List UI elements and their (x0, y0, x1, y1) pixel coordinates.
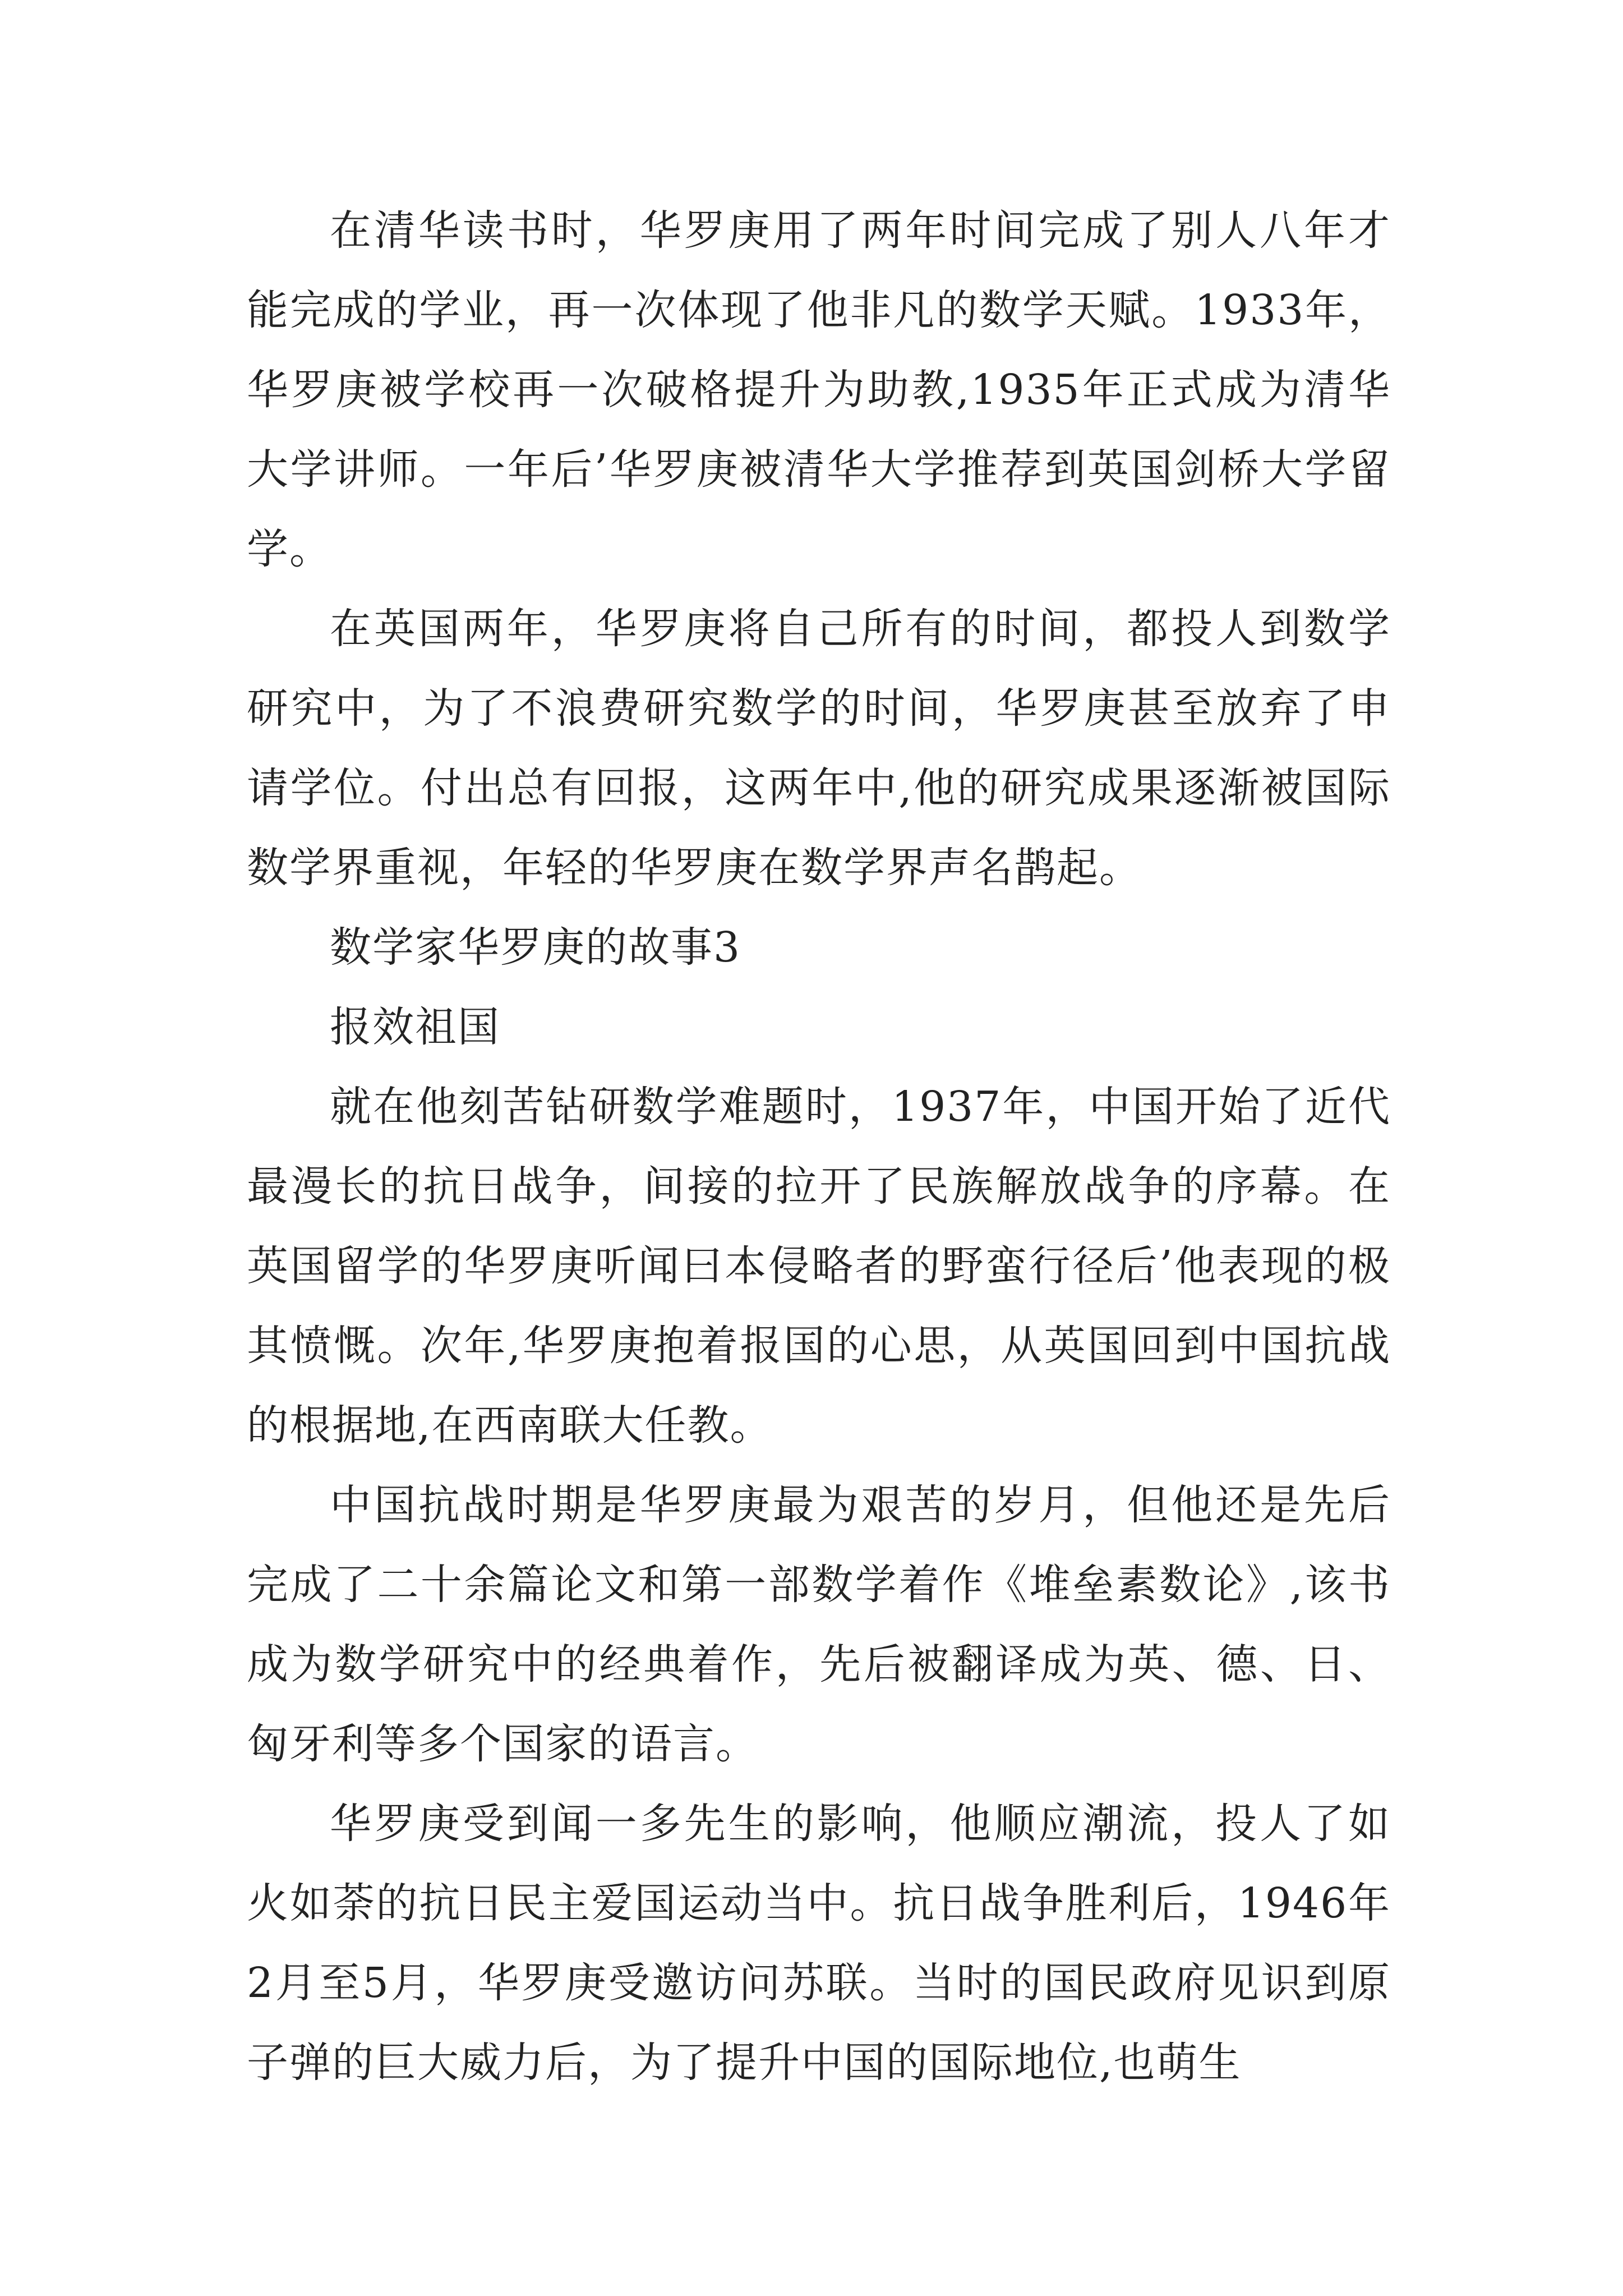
paragraph-war: 就在他刻苦钻研数学难题时，1937年，中国开始了近代最漫长的抗日战争，间接的拉开了民族解放战争的序幕。在英国留学的华罗庚听闻曰本侵略者的野蛮行径后’他表现的极其愤慨。次年,华罗庚抱着报国的心思，从英国回到中国抗战的根据地,在西南联大任教。 (247, 1083, 1391, 1450)
section-title: 数学家华罗庚的故事3 (330, 923, 741, 972)
paragraph-tsinghua: 在清华读书时，华罗庚用了两年时间完成了别人八年才能完成的学业，再一次体现了他非凡的数学天赋。1933年，华罗庚被学校再一次破格提升为助教,1935年正式成为清华大学讲师。一年后’华罗庚被清华大学推荐到英国剑桥大学留学。 (247, 206, 1391, 573)
section-subtitle: 报效祖国 (330, 1003, 500, 1051)
paragraph-wartime-work: 中国抗战时期是华罗庚最为艰苦的岁月，但他还是先后完成了二十余篇论文和第一部数学着作《堆垒素数论》,该书成为数学研究中的经典着作，先后被翻译成为英、德、日、匈牙利等多个国家的语言。 (247, 1481, 1391, 1768)
paragraph-democracy: 华罗庚受到闻一多先生的影响，他顺应潮流，投人了如火如荼的抗日民主爱国运动当中。抗日战争胜利后，1946年2月至5月，华罗庚受邀访问苏联。当时的国民政府见识到原子弹的巨大威力后，为了提升中国的国际地位,也萌生 (247, 1800, 1391, 2087)
paragraph-england: 在英国两年，华罗庚将自己所有的时间，都投人到数学研究中，为了不浪费研究数学的时间，华罗庚甚至放弃了申请学位。付出总有回报，这两年中,他的研究成果逐渐被国际数学界重视，年轻的华罗庚在数学界声名鹊起。 (247, 605, 1391, 892)
document-body (247, 191, 1391, 2102)
